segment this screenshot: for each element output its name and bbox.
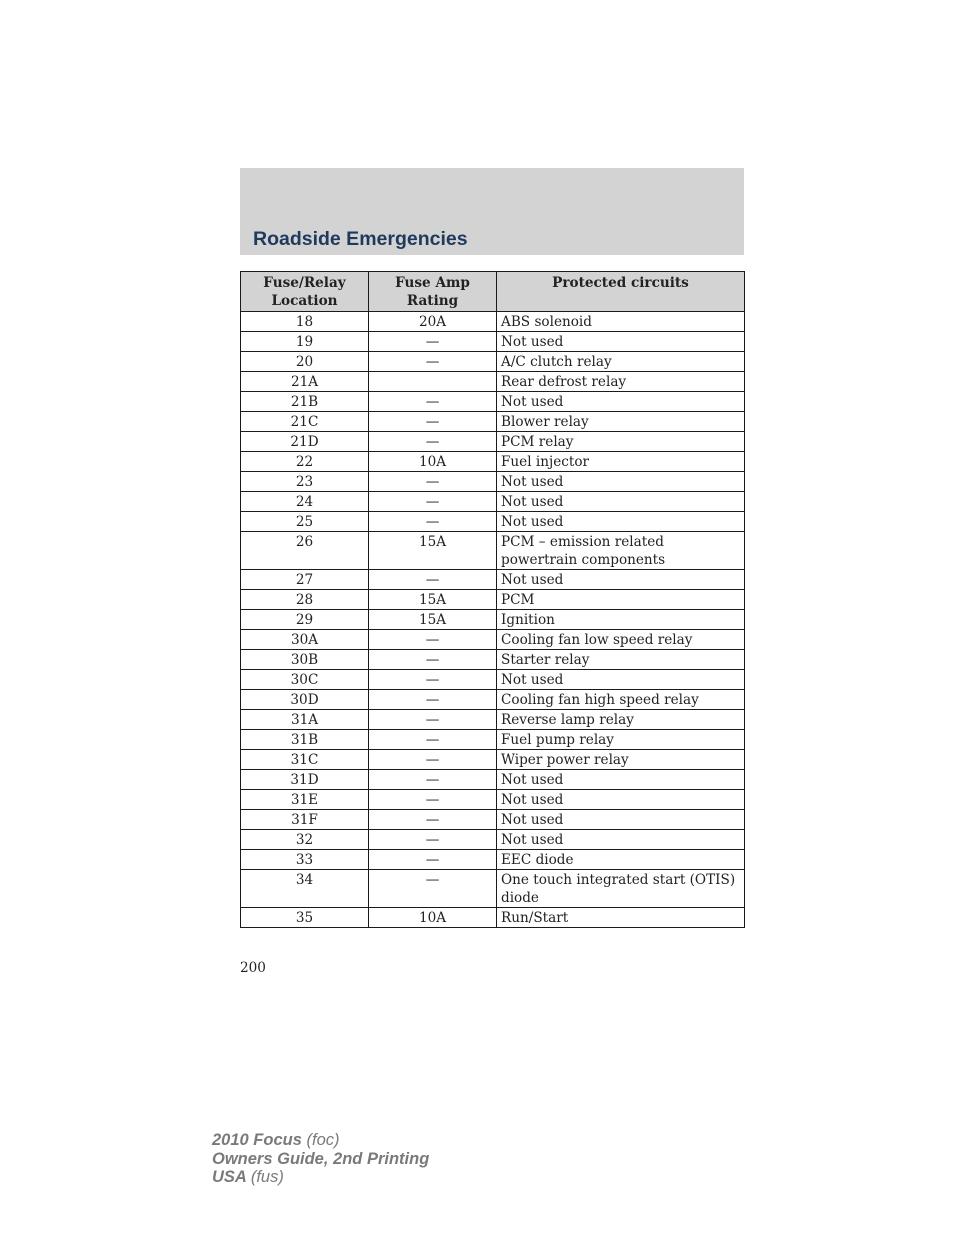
cell-location: 21C <box>241 412 369 432</box>
cell-protected-circuit: EEC diode <box>497 850 745 870</box>
footer-line-guide <box>212 1150 429 1169</box>
cell-amp-rating: — <box>369 492 497 512</box>
cell-location: 19 <box>241 332 369 352</box>
cell-amp-rating: — <box>369 790 497 810</box>
table-row <box>241 432 745 452</box>
table-row <box>241 650 745 670</box>
cell-protected-circuit: Not used <box>497 392 745 412</box>
cell-protected-circuit: Not used <box>497 830 745 850</box>
cell-protected-circuit: Not used <box>497 770 745 790</box>
cell-protected-circuit: Not used <box>497 670 745 690</box>
cell-amp-rating: — <box>369 850 497 870</box>
fuse-relay-table <box>240 271 745 928</box>
footer-guide: Owners Guide, 2nd Printing <box>212 1149 430 1168</box>
cell-protected-circuit: Not used <box>497 512 745 532</box>
cell-location: 23 <box>241 472 369 492</box>
table-row <box>241 790 745 810</box>
cell-amp-rating: 15A <box>369 590 497 610</box>
cell-location: 34 <box>241 870 369 908</box>
cell-amp-rating: — <box>369 750 497 770</box>
cell-amp-rating: — <box>369 870 497 908</box>
cell-protected-circuit: PCM – emission related powertrain components <box>497 532 745 570</box>
cell-amp-rating: — <box>369 352 497 372</box>
cell-location: 31A <box>241 710 369 730</box>
cell-location: 27 <box>241 570 369 590</box>
cell-protected-circuit: Wiper power relay <box>497 750 745 770</box>
table-row <box>241 332 745 352</box>
table-row <box>241 850 745 870</box>
cell-protected-circuit: PCM relay <box>497 432 745 452</box>
cell-location: 31F <box>241 810 369 830</box>
cell-protected-circuit: One touch integrated start (OTIS) diode <box>497 870 745 908</box>
cell-location: 21B <box>241 392 369 412</box>
footer-market: USA <box>212 1168 247 1186</box>
cell-amp-rating: — <box>369 412 497 432</box>
section-header-band <box>240 168 744 255</box>
table-row <box>241 730 745 750</box>
cell-protected-circuit: Cooling fan low speed relay <box>497 630 745 650</box>
footer-model: 2010 Focus <box>212 1131 302 1149</box>
cell-amp-rating: — <box>369 710 497 730</box>
table-row <box>241 412 745 432</box>
cell-location: 22 <box>241 452 369 472</box>
section-title: Roadside Emergencies <box>253 228 468 250</box>
cell-amp-rating: 15A <box>369 532 497 570</box>
cell-protected-circuit: PCM <box>497 590 745 610</box>
cell-protected-circuit: Ignition <box>497 610 745 630</box>
table-row <box>241 472 745 492</box>
table-row <box>241 770 745 790</box>
cell-location: 26 <box>241 532 369 570</box>
cell-protected-circuit: A/C clutch relay <box>497 352 745 372</box>
cell-location: 18 <box>241 312 369 332</box>
cell-protected-circuit: Reverse lamp relay <box>497 710 745 730</box>
table-row <box>241 830 745 850</box>
cell-location: 33 <box>241 850 369 870</box>
cell-location: 32 <box>241 830 369 850</box>
cell-amp-rating: 10A <box>369 908 497 928</box>
cell-location: 31B <box>241 730 369 750</box>
cell-amp-rating: — <box>369 670 497 690</box>
cell-protected-circuit: Run/Start <box>497 908 745 928</box>
cell-amp-rating: 15A <box>369 610 497 630</box>
cell-protected-circuit: Not used <box>497 472 745 492</box>
cell-protected-circuit: Not used <box>497 810 745 830</box>
footer-line-model <box>212 1131 429 1150</box>
cell-amp-rating: — <box>369 332 497 352</box>
table-row <box>241 690 745 710</box>
cell-protected-circuit: Fuel pump relay <box>497 730 745 750</box>
table-row <box>241 312 745 332</box>
cell-location: 31D <box>241 770 369 790</box>
cell-amp-rating: — <box>369 690 497 710</box>
cell-location: 31C <box>241 750 369 770</box>
cell-location: 30A <box>241 630 369 650</box>
cell-location: 29 <box>241 610 369 630</box>
cell-location: 30D <box>241 690 369 710</box>
cell-protected-circuit: Cooling fan high speed relay <box>497 690 745 710</box>
footer-model-code: (foc) <box>306 1131 340 1149</box>
cell-protected-circuit: Not used <box>497 570 745 590</box>
cell-amp-rating: — <box>369 512 497 532</box>
cell-location: 20 <box>241 352 369 372</box>
table-row <box>241 590 745 610</box>
cell-location: 28 <box>241 590 369 610</box>
table-row <box>241 372 745 392</box>
cell-location: 30C <box>241 670 369 690</box>
cell-amp-rating: — <box>369 570 497 590</box>
table-row <box>241 512 745 532</box>
column-header-location: Fuse/Relay Location <box>241 272 369 312</box>
table-row <box>241 870 745 908</box>
table-row <box>241 750 745 770</box>
table-row <box>241 710 745 730</box>
cell-amp-rating: — <box>369 730 497 750</box>
table-header-row <box>241 272 745 312</box>
table-row <box>241 532 745 570</box>
column-header-protected-circuits: Protected circuits <box>497 272 745 312</box>
cell-protected-circuit: ABS solenoid <box>497 312 745 332</box>
table-row <box>241 670 745 690</box>
cell-amp-rating: — <box>369 830 497 850</box>
cell-amp-rating: — <box>369 650 497 670</box>
cell-protected-circuit: Blower relay <box>497 412 745 432</box>
table-row <box>241 908 745 928</box>
cell-protected-circuit: Starter relay <box>497 650 745 670</box>
cell-amp-rating: 10A <box>369 452 497 472</box>
cell-protected-circuit: Fuel injector <box>497 452 745 472</box>
table-row <box>241 352 745 372</box>
cell-amp-rating: — <box>369 630 497 650</box>
column-header-amp-rating: Fuse Amp Rating <box>369 272 497 312</box>
cell-amp-rating: — <box>369 810 497 830</box>
table-row <box>241 610 745 630</box>
footer-line-market <box>212 1168 429 1187</box>
cell-amp-rating: — <box>369 472 497 492</box>
cell-location: 31E <box>241 790 369 810</box>
cell-location: 30B <box>241 650 369 670</box>
cell-protected-circuit: Not used <box>497 332 745 352</box>
cell-protected-circuit: Not used <box>497 492 745 512</box>
cell-location: 21A <box>241 372 369 392</box>
cell-protected-circuit: Not used <box>497 790 745 810</box>
table-row <box>241 630 745 650</box>
table-body <box>241 312 745 928</box>
cell-amp-rating: — <box>369 432 497 452</box>
table-row <box>241 392 745 412</box>
page-number: 200 <box>240 960 266 976</box>
cell-amp-rating <box>369 372 497 392</box>
cell-protected-circuit: Rear defrost relay <box>497 372 745 392</box>
cell-location: 35 <box>241 908 369 928</box>
table-row <box>241 492 745 512</box>
document-footer <box>212 1131 429 1187</box>
cell-location: 21D <box>241 432 369 452</box>
footer-market-code: (fus) <box>250 1168 284 1186</box>
cell-location: 25 <box>241 512 369 532</box>
cell-amp-rating: — <box>369 392 497 412</box>
table-row <box>241 810 745 830</box>
table-row <box>241 452 745 472</box>
cell-location: 24 <box>241 492 369 512</box>
cell-amp-rating: — <box>369 770 497 790</box>
cell-amp-rating: 20A <box>369 312 497 332</box>
table-row <box>241 570 745 590</box>
